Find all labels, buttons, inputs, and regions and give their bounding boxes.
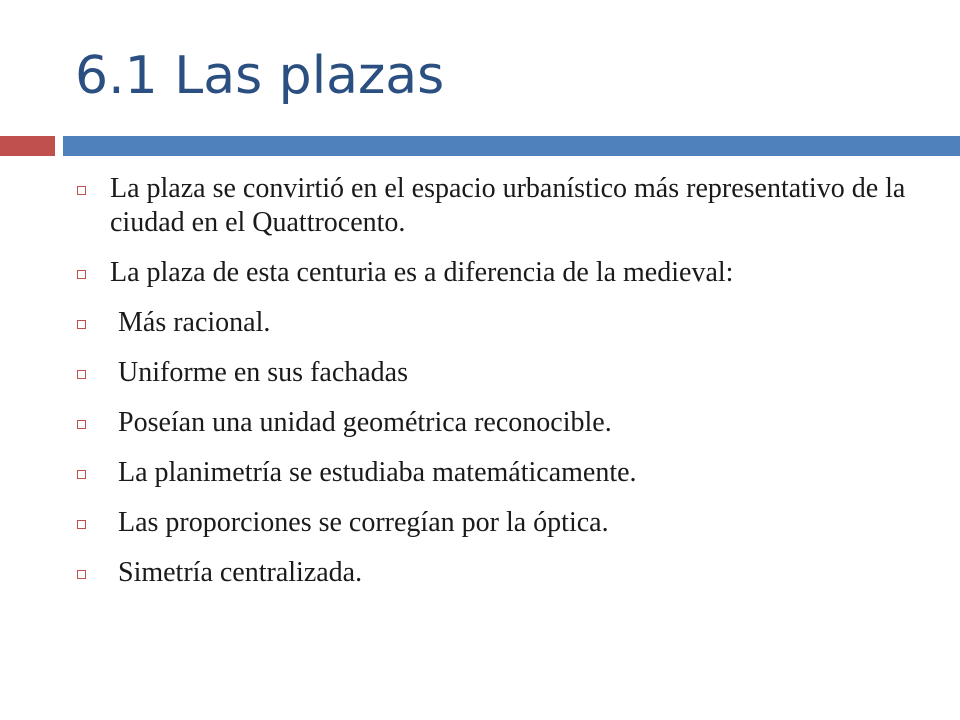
- square-bullet-icon: [77, 270, 86, 279]
- bullet-item: [74, 256, 934, 290]
- square-bullet-icon: [77, 570, 86, 579]
- square-bullet-icon: [77, 470, 86, 479]
- square-bullet-icon: [77, 370, 86, 379]
- bullet-item: [74, 306, 934, 340]
- bullet-text: La planimetría se estudiaba matemáticamente.: [118, 457, 637, 488]
- square-bullet-icon: [77, 320, 86, 329]
- bullet-text: La plaza de esta centuria es a diferencia de la medieval:: [110, 257, 734, 288]
- bullet-item: [74, 556, 934, 590]
- title-rule: [63, 136, 960, 156]
- bullet-text: Poseían una unidad geométrica reconocible.: [118, 407, 612, 438]
- bullet-item: [74, 356, 934, 390]
- title-rule-accent: [0, 136, 55, 156]
- bullet-list: [74, 172, 934, 606]
- bullet-text: Las proporciones se corregían por la óptica.: [118, 507, 609, 538]
- bullet-text: Más racional.: [118, 307, 271, 338]
- square-bullet-icon: [77, 186, 86, 195]
- bullet-text: Simetría centralizada.: [118, 557, 363, 588]
- square-bullet-icon: [77, 520, 86, 529]
- bullet-item: [74, 172, 934, 240]
- bullet-text: La plaza se convirtió en el espacio urbanístico más representativo de la ciudad en el Quattrocento.: [110, 173, 906, 238]
- bullet-item: [74, 406, 934, 440]
- square-bullet-icon: [77, 420, 86, 429]
- bullet-item: [74, 456, 934, 490]
- slide-title: 6.1 Las plazas: [75, 46, 445, 106]
- bullet-item: [74, 506, 934, 540]
- bullet-text: Uniforme en sus fachadas: [118, 357, 409, 388]
